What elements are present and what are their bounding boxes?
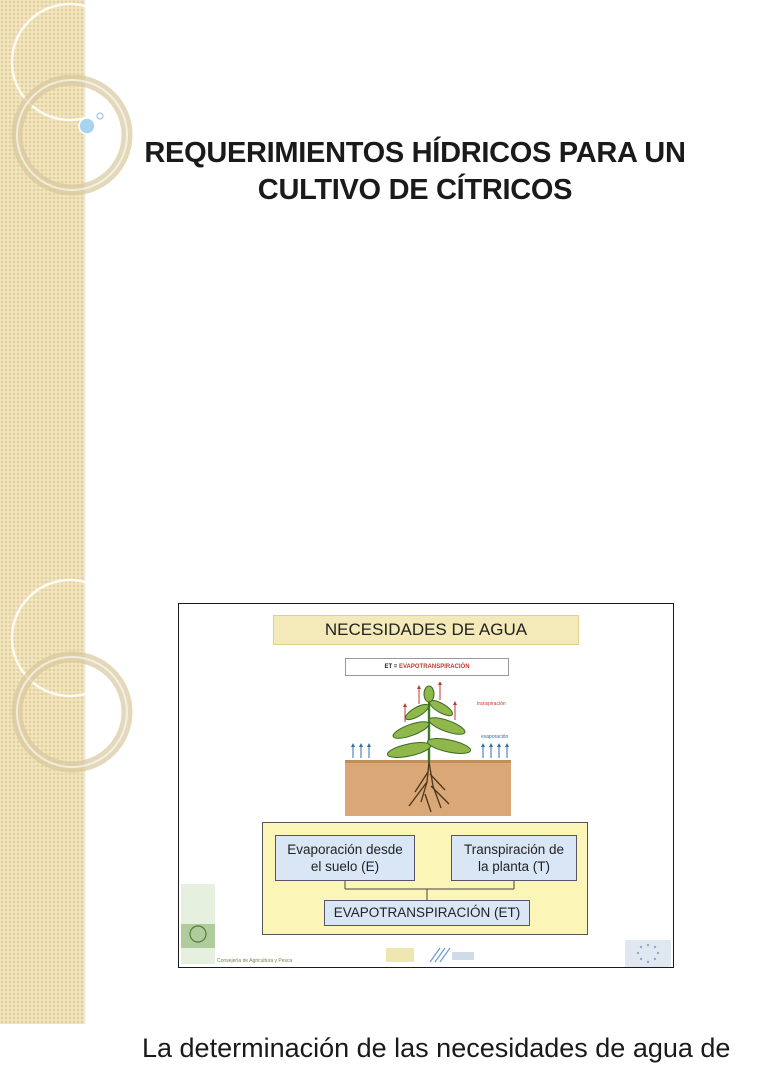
equation-box bbox=[345, 658, 509, 676]
body-paragraph: La determinación de las necesidades de agua de bbox=[142, 1033, 731, 1063]
water-needs-figure bbox=[178, 603, 674, 968]
equation-term: EVAPOTRANSPIRACIÓN bbox=[398, 664, 470, 670]
evaporation-arrows-right-icon bbox=[483, 746, 507, 758]
figure-banner: NECESIDADES DE AGUA bbox=[273, 615, 579, 645]
soil-evaporation-line-2: el suelo (E) bbox=[310, 859, 380, 874]
slide-title bbox=[110, 135, 720, 209]
blue-bubble-large bbox=[79, 118, 95, 134]
evapotranspiration-total-box: EVAPOTRANSPIRACIÓN (ET) bbox=[324, 900, 530, 926]
plant-transpiration-line-2: la planta (T) bbox=[477, 859, 551, 874]
regional-logo-icon bbox=[181, 884, 215, 964]
equation-prefix: ET = bbox=[384, 664, 399, 670]
title-line-1: REQUERIMIENTOS HÍDRICOS PARA UN bbox=[144, 137, 686, 170]
ring-4-highlight bbox=[17, 657, 127, 767]
footer-credit-text: Consejería de Agricultura y Pesca bbox=[217, 958, 293, 964]
eu-flag-icon bbox=[625, 940, 671, 967]
title-line-2: CULTIVO DE CÍTRICOS bbox=[257, 174, 573, 207]
evaporation-arrows-left-icon bbox=[353, 746, 369, 758]
institution-logo-icon bbox=[386, 944, 476, 966]
evaporation-label: evaporación bbox=[481, 734, 509, 740]
transpiration-label: transpiración bbox=[477, 701, 506, 707]
blue-bubble-small bbox=[97, 113, 103, 119]
et-components-panel bbox=[262, 822, 588, 935]
soil-evaporation-line-1: Evaporación desde bbox=[287, 842, 403, 857]
plant-transpiration-line-1: Transpiración de bbox=[463, 842, 565, 857]
